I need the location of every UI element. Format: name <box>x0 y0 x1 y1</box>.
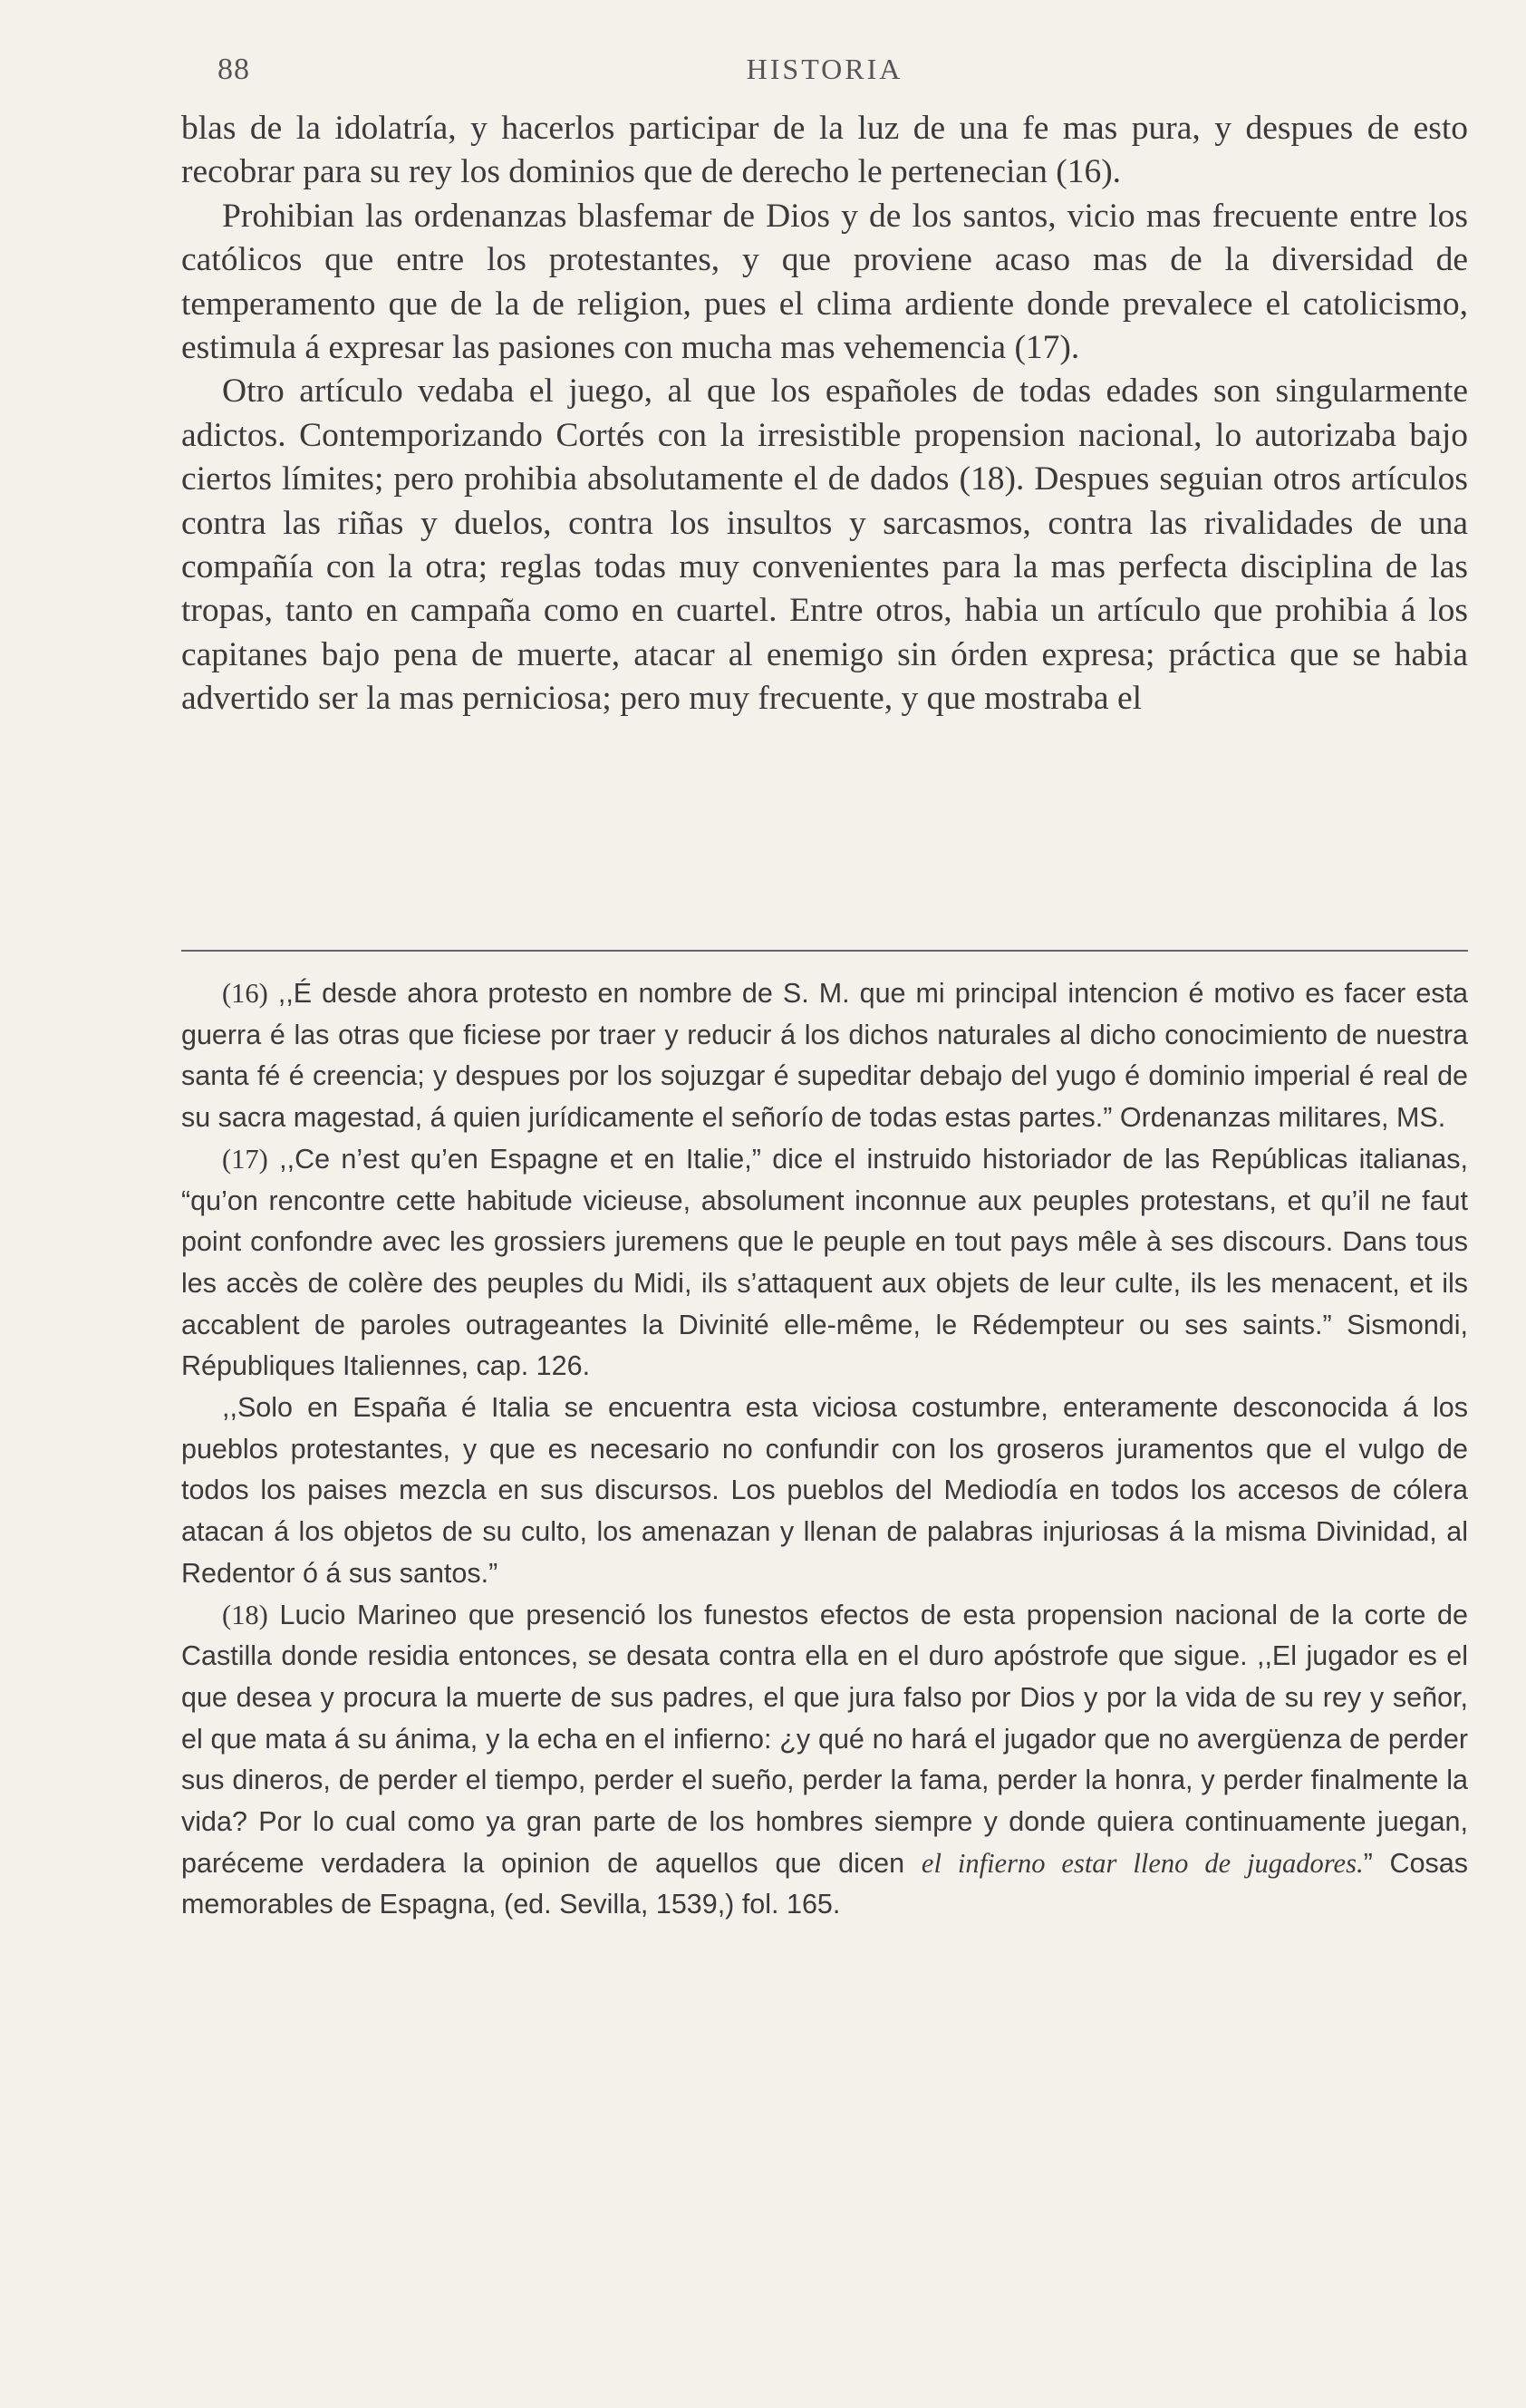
footnote-18-number: (18) <box>222 1599 268 1630</box>
running-head: HISTORIA <box>746 53 903 85</box>
footnotes <box>181 973 1468 1926</box>
footnote-16-number: (16) <box>222 978 268 1009</box>
paragraph-blasphemy: Prohibian las ordenanzas blasfemar de Dios y de los santos, vicio mas frecuente entre los católicos que entre los protestantes, y que proviene acaso mas de la diversidad de temperamento que de la de religion, pues el clima ardiente donde prevalece el catolicismo, estimula á expresar las pasiones con mucha mas vehemencia (17). <box>181 197 1468 367</box>
paragraph-gambling: Otro artículo vedaba el juego, al que los españoles de todas edades son singularmente adictos. Contemporizando Cortés con la irresistible propension nacional, lo autorizaba bajo ciertos límites; pero prohibia absolutamente el de dados (18). Despues seguian otros artículos contra las riñas y duelos, contra los insultos y sarcasmos, contra las rivalidades de una compañía con la otra; reglas todas muy convenientes para la mas perfecta disciplina de las tropas, tanto en campaña como en cuartel. Entre otros, habia un artículo que prohibia á los capitanes bajo pena de muerte, atacar al enemigo sin órden expresa; práctica que se habia advertido ser la mas perniciosa; pero muy frecuente, y que mostraba el <box>181 372 1468 718</box>
main-text <box>181 107 1468 721</box>
footnote-18 <box>181 1595 1468 1927</box>
footnote-17 <box>181 1139 1468 1388</box>
footnote-divider <box>181 950 1468 952</box>
footnote-17-translation: ,,Solo en España é Italia se encuentra esta viciosa costumbre, enteramente desconocida á los pueblos protestantes, y que es necesario no confundir con los groseros juramentos que el vulgo de todos los paises mezcla en sus discursos. Los pueblos del Mediodía en todos los accesos de cólera atacan á los objetos de su culto, los amenazan y llenan de palabras injuriosas á la misma Divinidad, al Redentor ó á sus santos.” <box>181 1392 1468 1589</box>
footnote-16-text: ,,É desde ahora protesto en nombre de S. M. que mi principal intencion é motivo es facer esta guerra é las otras que ficiese por traer y reducir á los dichos naturales al dicho conocimiento de nuestra santa fé é creencia; y despues por los sojuzgar é supeditar debajo del yugo é dominio imperial é real de su sacra magestad, á quien jurídicamente el señorío de todas estas partes.” Ordenanzas militares, MS. <box>181 978 1468 1134</box>
footnote-16 <box>181 973 1468 1139</box>
footnote-17-text: ,,Ce n’est qu’en Espagne et en Italie,” dice el instruido historiador de las Repúblicas italianas, “qu’on rencontre cette habitude vicieuse, absolument inconnue aux peuples protestans, et qu’il ne faut point confondre avec les grossiers juremens que le peuple en tout pays mêle à ses discours. Dans tous les accès de colère des peuples du Midi, ils s’attaquent aux objets de leur culte, ils les menacent, et ils accablent de paroles outrageantes la Divinité elle-même, le Rédempteur ou ses saints.” Sismondi, Républiques Italiennes, cap. 126. <box>181 1143 1468 1382</box>
footnote-18-italic-quote: el infierno estar lleno de jugadores. <box>921 1847 1364 1879</box>
footnote-17-number: (17) <box>222 1143 268 1175</box>
page-number: 88 <box>217 53 250 86</box>
paragraph-continuation: blas de la idolatría, y hacerlos participar de la luz de una fe mas pura, y despues de esto recobrar para su rey los dominios que de derecho le pertenecian (16). <box>181 110 1468 191</box>
page-header <box>181 53 1468 98</box>
footnote-18-text: Lucio Marineo que presenció los funestos efectos de esta propension nacional de la corte de Castilla donde residia entonces, se desata contra ella en el duro apóstrofe que sigue. ,,El jugador es el que desea y procura la muerte de sus padres, el que jura falso por Dios y por la vida de su rey y señor, el que mata á su ánima, y la echa en el infierno: ¿y qué no hará el jugador que no avergüenza de perder sus dineros, de perder el tiempo, perder el sueño, perder la fama, perder la honra, y perder finalmente la vida? Por lo cual como ya gran parte de los hombres siempre y donde quiera continuamente juegan, paréceme verdadera la opinion de aquellos que dicen <box>181 1599 1468 1879</box>
footnote-18-citation: ” Cosas memorables de Espagna, (ed. Sevilla, 1539,) fol. 165. <box>181 1847 1468 1920</box>
